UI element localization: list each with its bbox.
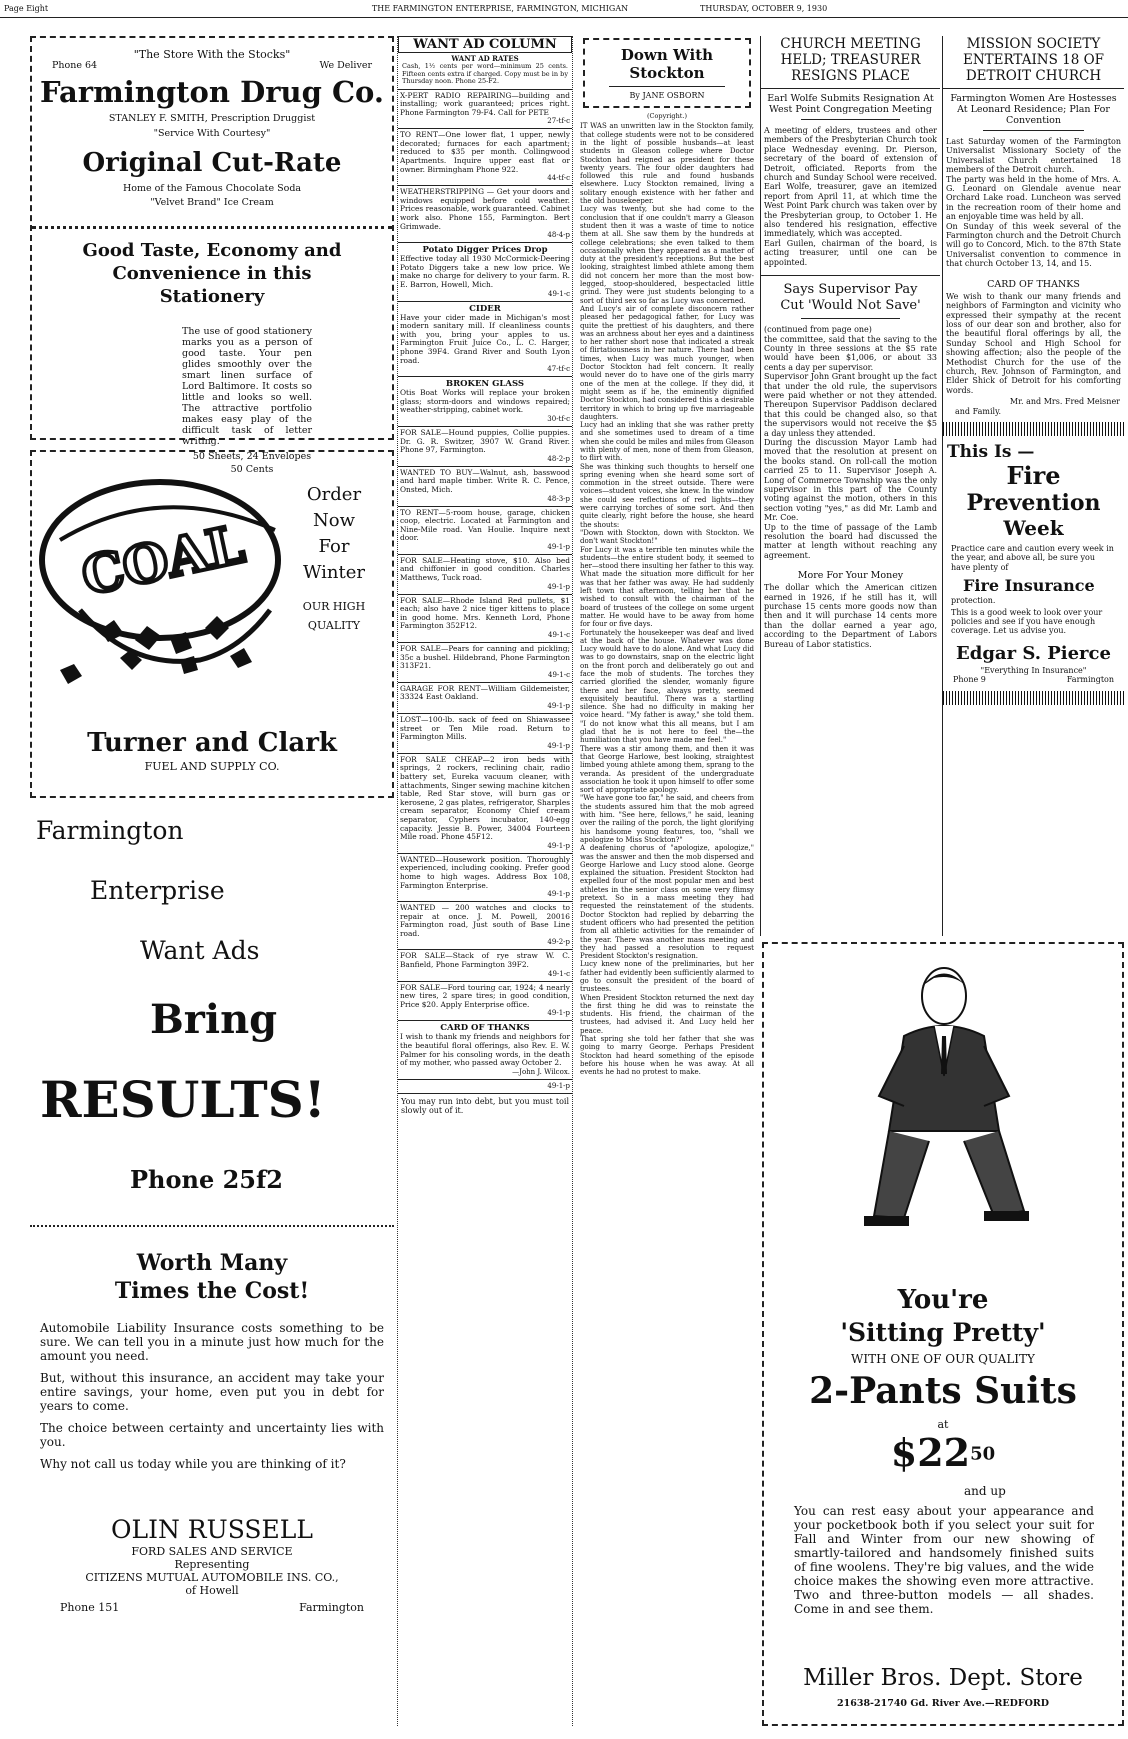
fire-border-top <box>943 422 1124 436</box>
want-ad-item <box>398 507 572 555</box>
want-ad-text: I wish to thank my friends and neighbors for the beautiful floral offerings, also Rev. E. W. Palmer for his consoling words, in the death of my mother, who passed away October 2. <box>400 1032 570 1068</box>
fire-l1: This Is — <box>947 441 1035 462</box>
want-ad-ref: 49-1-p <box>547 1081 570 1090</box>
mission-sub: Farmington Women Are Hostesses At Leonard Residence; Plan For Convention <box>950 93 1117 126</box>
stationery-price: 50 Cents <box>230 464 274 475</box>
miller-body: You can rest easy about your appearance and your pocketbook both if you select your suit for Fall and Winter from our new showing of smartly-tailored and handsomely finished suits of fine woolens. They're big values, and the wide choice makes the showing even more attractive. Two and three-button models — all shades. Come in and see them. <box>794 1504 1094 1616</box>
want-ad-text: WANTED TO BUY—Walnut, ash, basswood and hard maple timber. Write R. C. Pence, Onsted, Mich. <box>400 467 570 494</box>
fire-p1: Practice care and caution every week in the year, and above all, be sure you have plenty of <box>951 543 1114 572</box>
want-ad-item <box>398 186 572 243</box>
want-ad-heading: Potato Digger Prices Drop <box>422 245 548 256</box>
church-body: A meeting of elders, trustees and other members of the Presbyterian Church took place Wednesday evening. Dr. Pierson, secretary of the board of extension of Detroit, officiated. Reports from the church and Sunday School were received. Earl Wolfe, treasurer, gave an itemized report from April 11, at which time the West Point Park church was taken over by the Presbyterian group, to October 1. He also tendered his resignation, effective immediately, which was accepted. Earl Guilen, chairman of the board, is acting treasurer, until one can be appointed. <box>764 126 937 267</box>
want-ad-text: FOR SALE—Stack of rye straw W. C. Banfield, Phone Farmington 39F2. <box>400 951 570 970</box>
supervisor-h1: Says Supervisor Pay <box>783 282 918 298</box>
want-ad-item <box>398 377 572 427</box>
story-title-2: Stockton <box>629 64 705 82</box>
olin-p1: Automobile Liability Insurance costs something to be sure. We can tell you in a minute just how much for the amount you need. <box>40 1321 384 1363</box>
want-ad-text: FOR SALE—Rhode Island Red pullets, $1 each; also have 2 nice tiger kittens to place in good home. Mrs. Kenneth Lord, Phone Farmington 352F12. <box>400 595 570 631</box>
want-ad-text: FOR SALE—Heating stove, $10. Also bed and chiffonier in good condition. Charles Matthews, Tuck road. <box>400 555 570 583</box>
drug-cutrate: Original Cut-Rate <box>82 148 342 178</box>
want-ad-ref: 49-1-p <box>547 741 570 750</box>
want-ad-item <box>398 982 572 1022</box>
money-body: The dollar which the American citizen earned in 1926, if he still has it, will purchase 15 cents more goods now than then and it will purchase 14 cents more than the dollar earned a year ago, according to the Department of Labors Bureau of Labor statistics. <box>764 583 937 649</box>
miller-cents: 50 <box>970 1443 996 1465</box>
want-ad-ref: 30-tf-c <box>547 414 570 423</box>
want-ad-text: FOR SALE—Hound puppies, Collie puppies. Dr. G. R. Switzer, 3907 W. Grand River. Phone 97, Farmington. <box>400 427 570 455</box>
fire-prevention-ad <box>943 442 1124 685</box>
mission-h1: MISSION SOCIETY <box>966 36 1101 52</box>
want-ad-ref: 49-1-p <box>547 702 570 710</box>
drug-deliver: We Deliver <box>319 60 372 71</box>
want-ad-item <box>398 90 572 130</box>
want-ad-item <box>398 555 572 595</box>
fire-tagline: "Everything In Insurance" <box>980 665 1087 675</box>
want-ad-ref: 27-tf-c <box>547 117 570 126</box>
want-ad-ref: 49-2-p <box>547 938 570 947</box>
want-ad-text: WEATHERSTRIPPING — Get your doors and windows equipped before cold weather. Prices reasonable, work guaranteed. Cabinet work also. Phone 155, Farmington. Bert Grimwade. <box>400 187 570 231</box>
order-line-4: Winter <box>302 562 366 583</box>
issue-date: THURSDAY, OCTOBER 9, 1930 <box>700 4 828 13</box>
want-ad-ref: —John J. Wilcox. <box>512 1067 570 1076</box>
want-ad-ref: 49-1-p <box>547 582 570 591</box>
drug-brand: "Velvet Brand" Ice Cream <box>150 197 274 208</box>
want-ad-item <box>398 643 572 683</box>
drug-store-ad <box>30 36 394 475</box>
miller-l2: 'Sitting Pretty' <box>840 1318 1046 1347</box>
stationery-sheets: 50 Sheets, 24 Envelopes <box>192 451 312 462</box>
page-number: Page Eight <box>4 4 49 13</box>
church-h2: HELD; TREASURER <box>780 52 921 68</box>
drug-home: Home of the Famous Chocolate Soda <box>122 183 302 194</box>
want-ad-text: TO RENT—One lower flat, 1 upper, newly decorated; furnaces for each apartment; reduced to $35 per month. Collingwood Apartments. Inquire upper east flat or owner. Birmingham Phone 922. <box>400 130 570 174</box>
coal-company-sub: FUEL AND SUPPLY CO. <box>144 760 280 773</box>
miller-price: $22 <box>890 1430 971 1475</box>
coal-ad <box>30 450 394 798</box>
paper-name: THE FARMINGTON ENTERPRISE, FARMINGTON, MICHIGAN <box>371 4 629 13</box>
want-ads-promo <box>30 808 394 1208</box>
promo-line-5: RESULTS! <box>40 1070 326 1129</box>
order-line-1: Order <box>306 484 362 505</box>
fire-phone: Phone 9 <box>953 675 986 685</box>
olin-name: OLIN RUSSELL <box>111 1515 313 1544</box>
want-ad-item <box>398 129 572 186</box>
want-ad-item <box>398 854 572 902</box>
olin-title-2: Times the Cost! <box>114 1278 310 1304</box>
want-ad-ref: 49-1-p <box>547 890 570 899</box>
want-ad-text: TO RENT—5-room house, garage, chicken coop, electric. Located at Farmington and Nine-Mile road. Van Houlie. Inquire next door. <box>400 507 570 543</box>
want-ad-item <box>398 902 572 950</box>
cardthanks-body: We wish to thank our many friends and neighbors of Farmington and vicinity who expressed their sympathy at the recent loss of our dear son and brother, also for the beautiful floral offerings by all, the Sunday School and High School for showing affection; also the people of the Methodist Church for the use of the church, Rev. Johnson of Farmington, and Elder Shick of Detroit for his comforting words. <box>946 291 1121 395</box>
drug-service: "Service With Courtesy" <box>153 128 271 139</box>
promo-line-1: Farmington <box>36 816 184 845</box>
want-footer: You may run into debt, but you must toil slowly out of it. <box>401 1096 569 1116</box>
coal-quality-1: OUR HIGH <box>302 600 366 613</box>
miller-bros-ad <box>762 942 1124 1726</box>
coal-company: Turner and Clark <box>87 728 337 758</box>
want-ad-column <box>397 36 573 1726</box>
money-heading: More For Your Money <box>797 570 904 582</box>
supervisor-body: (continued from page one) the committee, said that the saving to the County in three sessions at the $5 rate would have been $1,006, or about 33 cents a day per supervisor. Supervisor John Grant brought up the fact that under the old rule, the supervisors were paid whether or not they attended. Thereupon Supervisor Paddison declared that this could be changed also, so that the supervisors would not receive the $5 a day unless they attended. During the discussion Mayor Lamb had moved that the resolution at present on the books stand. On roll-call the motion carried 25 to 11. Supervisor Joseph A. Long of Commerce Township was the only supervisor in this part of the County voting against the motion, others in this section voting "yes," as did Mr. Lamb and Mr. Coe. Up to the time of passage of the Lamb resolution the board had discussed the matter at length without reaching any agreement. <box>764 325 937 560</box>
fire-border-bottom <box>943 691 1124 705</box>
want-ad-heading: CARD OF THANKS <box>440 1023 530 1034</box>
olin-russell-ad <box>30 1225 394 1614</box>
seated-man-illustration <box>834 956 1054 1246</box>
want-ad-ref: 48-4-p <box>547 231 570 240</box>
want-ad-ref: 49-1-c <box>547 670 570 679</box>
want-ad-text: FOR SALE CHEAP—2 iron beds with springs, 2 rockers, reclining chair, radio battery set, Eureka vacuum cleaner, with attachments, Singer sewing machine kitchen table, Red Star stove, will burn gas or kerosene, 2 gas plates, refrigerator, Sharples cream separator, Economy Chief cream separator, Cyphers incubator, 140-egg capacity. Jessie B. Power, 34004 Fourteen Mile road. Phone 45F12. <box>400 754 570 842</box>
want-ad-item <box>398 714 572 754</box>
miller-address: 21638-21740 Gd. River Ave.—REDFORD <box>837 1698 1049 1709</box>
want-ad-text: WANTED—Housework position. Thoroughly experienced, including cooking. Prefer good home to high wages. Address Box 108, Farmington Enterprise. <box>400 854 570 890</box>
supervisor-h2: Cut 'Would Not Save' <box>780 298 921 314</box>
want-ad-text: FOR SALE—Ford touring car, 1924; 4 nearly new tires, 2 spare tires; in good condition, Price $20. Apply Enterprise office. <box>400 982 570 1009</box>
want-ad-text: Otis Boat Works will replace your broken glass; storm-doors and windows repaired; weather-stripping, cabinet work. <box>400 388 570 415</box>
miller-at: at <box>937 1418 949 1431</box>
fire-l4: Week <box>1003 515 1064 540</box>
fire-agent: Edgar S. Pierce <box>956 642 1111 664</box>
want-ad-text: WANTED — 200 watches and clocks to repair at once. J. M. Powell, 20016 Farmington road, Just south of Base Line road. <box>400 903 570 938</box>
stationery-body: The use of good stationery marks you as a person of good taste. Your pen glides smoothly over the smart linen surface of Lord Baltimore. It costs so little and looks so well. The attractive portfolio makes easy play of the difficult task of letter writing. <box>182 326 312 447</box>
miller-store: Miller Bros. Dept. Store <box>803 1665 1083 1691</box>
promo-line-3: Want Ads <box>140 936 260 965</box>
promo-line-2: Enterprise <box>90 876 225 905</box>
want-ad-item <box>398 427 572 467</box>
mission-h3: DETROIT CHURCH <box>965 68 1102 84</box>
want-ad-item <box>398 243 572 301</box>
story-body: IT WAS an unwritten law in the Stockton family, that college students were not to be considered in the light of possible husbands—at least students in Gleason college where Doctor Stockton had reigned as president for these twenty years. The four older daughters had followed this rule and found husbands elsewhere. Lucy Stockton remained, living a solitary enough existence with her father and the old housekeeper. Lucy was twenty, but she had come to the conclusion that if one couldn't marry a Gleason student then it was a waste of time to notice them at all. She saw them by the hundreds at college celebrations; she even talked to them occasionally when they appeared as a matter of duty at the president's receptions. But the best looking, straightest limbed athlete among them did not concern her more than the most bow-legged, stoop-shouldered, bespectacled little grind. They were just students belonging to a sort of third sex so far as Lucy was concerned. And Lucy's air of complete disconcern rather pleased her pedagogical father, for Lucy was quite the prettiest of his daughters, and there was an archness about her eyes and a daintiness to her rather short nose that indicated a streak of flirtatiousness in her nature. There had been times, when Lucy was much younger, when Doctor Stockton had felt concern. It really would never do to have one of the girls marry one of the men at the college. If they did, it might seem as if he, the eminently dignified Doctor Stockton, had considered this a desirable territory in which to bring up five marriageable daughters. Lucy had an inkling that she was rather pretty and she sometimes used to dream of a time when she could be miles and miles from Gleason with plenty of men, none of them from Gleason, to flirt with. She was thinking such thoughts to herself one spring evening when she heard some sort of commotion in the street outside. There were voices—student voices, she knew. In the window she could see reflections of red lights—they were carrying torches of some sort. And then quite clearly, right before the house, she heard the shouts: "Down with Stockton, down with Stockton. We don't want Stockton!" For Lucy it was a terrible ten minutes while the students—the entire student body, it seemed to her—stood there insulting her father to this way. What made the situation more difficult for her was that her father was away. He had suddenly left town that afternoon, telling her that he wished to consult with the chairman of the board of trustees of the college on some urgent matter. He would have to be away from home for four or five days. Fortunately the housekeeper was deaf and lived at the back of the house. Whatever was done Lucy would have to do alone. And what Lucy did was to go downstairs, snap on the electric light on the front porch and deliberately go out and face the mob of students. The torches they carried glorified the slender, womanly figure there and her face, always pretty, seemed exquisitely beautiful. There was a startling silence. She had no difficulty in making her voice heard. "My father is away," she told them. "I do not know what this all means, but I am glad that he is not here to feel the—the humiliation that you have made me feel." There was a stir among them, and then it was that George Harlowe, best looking, straightest limbed young athlete among them, sprang to the veranda. As president of the undergraduate association he took it upon himself to offer some sort of appropriate apology. "We have gone too far," he said, and cheers from the students assured him that the mob agreed with him. "See here, fellows," he said, leaning over the railing of the porch, the light glorifying his handsome young features, too, "shall we apologize to Miss Stockton?" A deafening chorus of "apologize, apologize," was the answer and then the mob dispersed and George Harlowe and Lucy stood alone. George explained the situation. President Stockton had expelled four of the most popular men and best athletes in the senior class on some very flimsy pretext. So in a mass meeting they had requested the reinstatement of the students. Doctor Stockton had replied by debarring the student officers who had presented the petition from all athletic activities for the remainder of the year. There was another mass meeting and they had passed a resolution to request President Stockton's resignation. Lucy knew none of the preliminaries, but her father had evidently been sufficiently alarmed to go to consult the president of the board of trustees. When President Stockton returned the next day the first thing he did was to reinstate the students. His friend, the chairman of the trustees, had advised it. And Lucy held her peace. That spring she told her father that she was going to marry George. Perhaps President Stockton had heard something of the episode before his house when he was away. At all events he had no protest to make. <box>580 122 754 1077</box>
miller-up: and up <box>964 1484 1006 1498</box>
want-rates: Cash, 1½ cents per word—minimum 25 cents. Fifteen cents extra if charged. Copy must be in by Thursday noon. Phone 25-F2. <box>398 63 572 90</box>
order-line-3: For <box>318 536 350 557</box>
news-column-right <box>942 36 1124 936</box>
want-ad-text: Have your cider made in Michigan's most modern sanitary mill. If cleanliness counts with you, bring your apples to us. Farmington Fruit Juice Co., L. C. Harger, phone 39F4. Grand River and South Lyon road. <box>400 312 570 365</box>
want-ad-ref: 44-tf-c <box>547 174 570 183</box>
story-byline: By JANE OSBORN <box>629 91 705 100</box>
olin-p2: But, without this insurance, an accident may take your entire savings, your home, even put you in debt for years to come. <box>40 1371 384 1413</box>
coal-scuttle-illustration <box>40 460 290 700</box>
fire-p3: This is a good week to look over your policies and see if you have enough coverage. Let us advise you. <box>951 607 1103 636</box>
want-ad-ref: 48-2-p <box>547 454 570 463</box>
want-ad-list <box>398 90 572 1094</box>
mission-h2: ENTERTAINS 18 OF <box>962 52 1105 68</box>
want-ad-item <box>398 754 572 854</box>
want-ad-text: Effective today all 1930 McCormick-Deering Potato Diggers take a new low price. We make no charge for delivery to your farm. R. E. Barron, Howell, Mich. <box>400 254 570 289</box>
cardthanks-sig-1: Mr. and Mrs. Fred Meisner <box>1009 397 1120 407</box>
mission-body: Last Saturday women of the Farmington Universalist Missionary Society of the Universalist Church entertained 18 members of the Detroit church. The party was held in the home of Mrs. A. G. Leonard on Glendale avenue near Orchard Lake road. Luncheon was served in the recreation room of their home and an enjoyable time was held by all. On Sunday of this week several of the Farmington church and the Detroit Church will go to Concord, Mich. to the 87th State Universalist convention to commence in that church October 13, 14, and 15. <box>946 137 1121 269</box>
olin-title-1: Worth Many <box>136 1250 288 1276</box>
want-ad-ref: 49-1-c <box>547 969 570 978</box>
want-ad-ref: 49-1-c <box>547 289 570 298</box>
want-ad-text: GARAGE FOR RENT—William Gildemeister, 33324 East Oakland. <box>400 683 570 702</box>
order-line-2: Now <box>313 510 355 531</box>
want-ad-heading: CIDER <box>469 303 501 314</box>
olin-p4: Why not call us today while you are thinking of it? <box>40 1457 346 1471</box>
want-ad-item <box>398 595 572 643</box>
want-ad-ref: 47-tf-c <box>547 365 570 374</box>
cardthanks-sig-2: and Family. <box>955 406 1002 416</box>
olin-phone: Phone 151 <box>60 1601 120 1614</box>
drug-phone: Phone 64 <box>52 60 98 71</box>
want-ad-ref: 48-3-p <box>547 494 570 503</box>
want-ad-item <box>398 950 572 981</box>
story-copyright: (Copyright.) <box>646 112 687 121</box>
promo-line-6: Phone 25f2 <box>130 1165 283 1194</box>
olin-p3: The choice between certainty and uncertainty lies with you. <box>40 1421 384 1449</box>
want-ad-item <box>398 1080 572 1094</box>
fire-l3: Prevention <box>966 489 1101 516</box>
cardthanks-heading: CARD OF THANKS <box>987 278 1080 290</box>
olin-town: Farmington <box>299 1601 364 1614</box>
want-ad-ref: 49-1-p <box>547 1009 570 1018</box>
want-ad-title: WANT AD COLUMN <box>398 36 572 53</box>
olin-rep: Representing <box>174 1558 250 1571</box>
want-ad-text: X-PERT RADIO REPAIRING—building and installing; work guaranteed; prices right. Phone Farmington 79-F4. Call for PETE <box>400 90 570 117</box>
want-ad-item <box>398 467 572 507</box>
want-ad-ref: 49-1-p <box>547 841 570 850</box>
want-ad-ref: 49-1-p <box>547 542 570 551</box>
want-ad-text: FOR SALE—Pears for canning and pickling; 35c a bushel. Hildebrand, Phone Farmington 313F21. <box>400 644 570 671</box>
church-h3: RESIGNS PLACE <box>791 68 910 84</box>
miller-l3: WITH ONE OF OUR QUALITY <box>851 1352 1035 1366</box>
drug-owner: STANLEY F. SMITH, Prescription Druggist <box>108 113 316 124</box>
fire-l2: Fire <box>1006 460 1061 490</box>
olin-sales: FORD SALES AND SERVICE <box>131 1545 293 1558</box>
miller-l4: 2-Pants Suits <box>809 1370 1077 1412</box>
story-column <box>577 36 757 1726</box>
drug-tagline: "The Store With the Stocks" <box>133 48 291 61</box>
want-ad-item <box>398 1021 572 1079</box>
olin-of: of Howell <box>185 1584 239 1597</box>
church-h1: CHURCH MEETING <box>780 36 921 52</box>
miller-l1: You're <box>897 1285 989 1315</box>
news-column <box>760 36 940 936</box>
want-ad-item <box>398 302 572 378</box>
coal-quality-2: QUALITY <box>307 619 361 632</box>
drug-store-name: Farmington Drug Co. <box>40 75 384 109</box>
want-ad-heading: BROKEN GLASS <box>445 379 525 390</box>
story-title-1: Down With <box>620 46 714 64</box>
olin-insurance: CITIZENS MUTUAL AUTOMOBILE INS. CO., <box>85 1571 339 1584</box>
want-rates-heading: WANT AD RATES <box>451 54 519 63</box>
want-ad-item <box>398 683 572 714</box>
fire-town: Farmington <box>1066 675 1114 685</box>
fire-p2: protection. <box>951 596 996 606</box>
fire-insurance: Fire Insurance <box>963 576 1095 596</box>
coal-word: COAL <box>76 513 250 608</box>
promo-line-4: Bring <box>150 996 278 1043</box>
church-sub: Earl Wolfe Submits Resignation At West Point Congregation Meeting <box>767 93 934 115</box>
stationery-heading: Good Taste, Economy and Convenience in this Stationery <box>82 240 342 307</box>
want-ad-text: LOST—100-lb. sack of feed on Shiawassee street or Ten Mile road. Return to Farmington Mills. <box>400 715 570 742</box>
want-ad-ref: 49-1-c <box>547 631 570 640</box>
